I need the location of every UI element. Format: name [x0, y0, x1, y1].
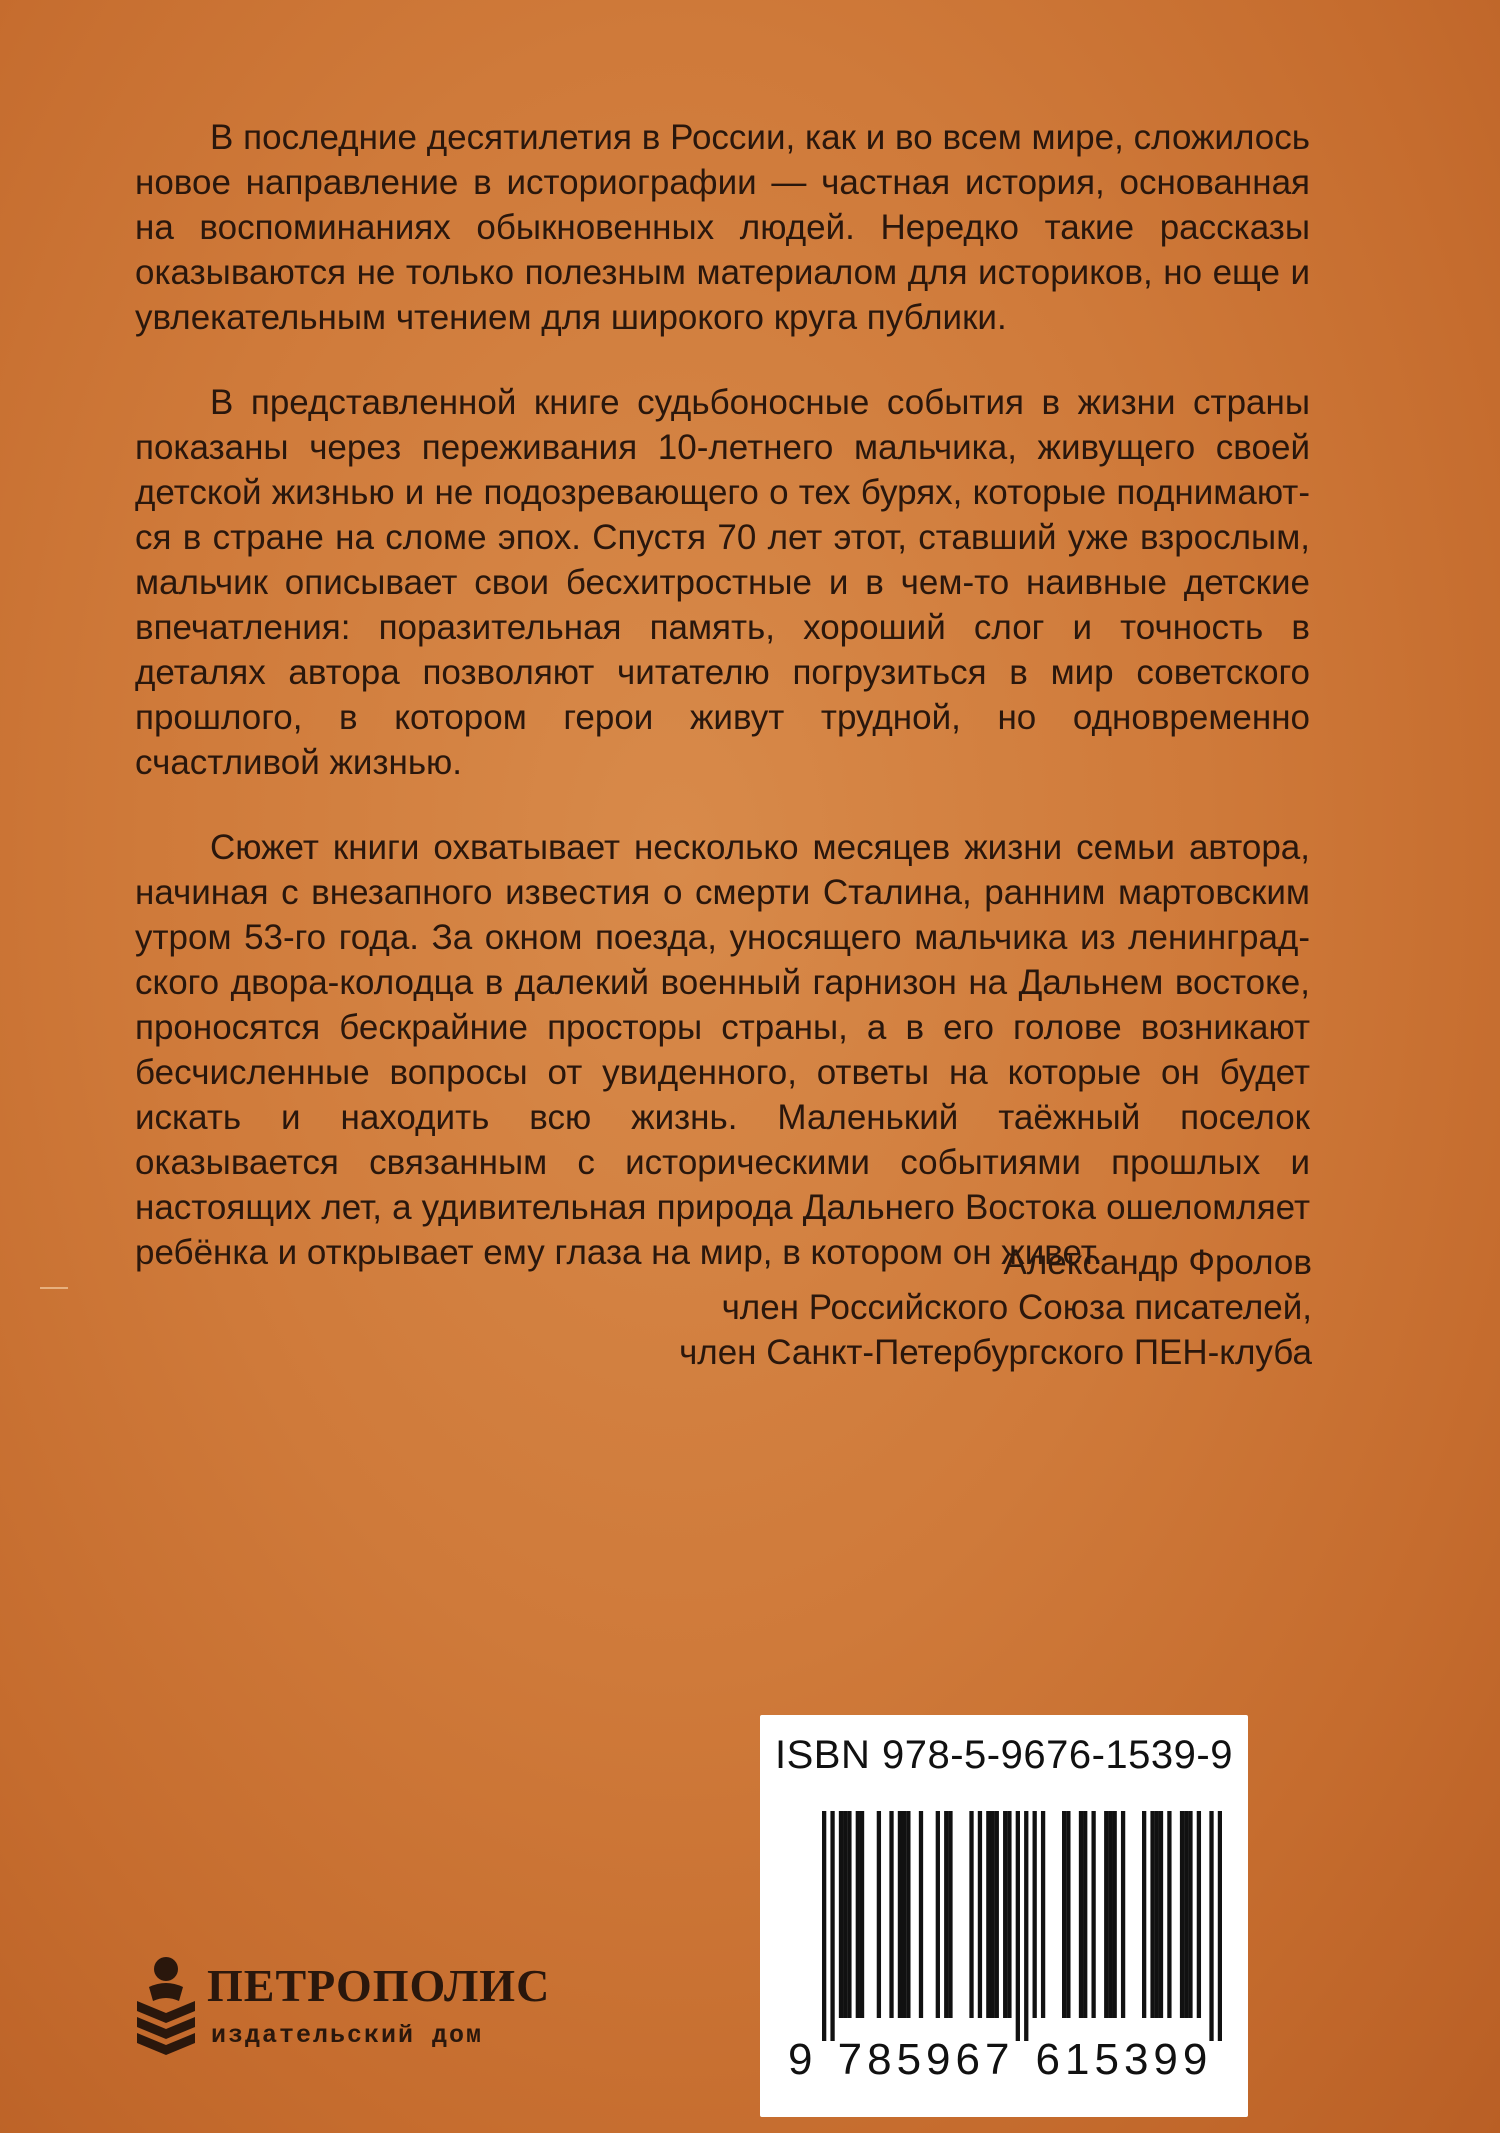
- barcode-digit: 1: [1065, 2035, 1090, 2084]
- description-text: [135, 115, 1310, 1275]
- barcode-bar: [1155, 1811, 1159, 2018]
- description-paragraph-3: Сюжет книги охватывает несколько месяцев жизни семьи автора, начиная с внезапного известия о смерти Сталина, ранним мартовским утром 53-го года. За окном поезда, уносящего мальчика из ленинградского двора-колодца в далекий военный гарнизон на Дальнем востоке, проносятся бескрайние просторы страны, а в его голове возникают бесчисленные вопросы от увиденного, ответы на которые он будет искать и находить всю жизнь. Маленький таёжный поселок оказывается связанным с историческими событиями прошлых и настоящих лет, а удивительная природа Дальнего Востока ошеломляет ребёнка и открывает ему глаза на мир, в котором он живет.: [135, 828, 1310, 1272]
- barcode-bar: [1033, 1811, 1037, 2018]
- publisher-subtitle: издательский дом: [211, 2021, 484, 2050]
- barcode-bar: [1209, 1811, 1213, 2041]
- barcode-bar: [995, 1811, 999, 2018]
- barcode-digit: 5: [896, 2035, 922, 2084]
- barcode-bar: [990, 1811, 994, 2018]
- barcode-bar: [919, 1811, 923, 2018]
- barcode-bar: [902, 1811, 906, 2018]
- barcode-bar: [898, 1811, 902, 2018]
- barcode-bar: [1113, 1811, 1117, 2018]
- barcode-bar: [936, 1811, 940, 2018]
- barcode-digit: 7: [837, 2035, 863, 2084]
- barcode-bar: [822, 1811, 826, 2041]
- isbn-label: ISBN 978-5-9676-1539-9: [775, 1733, 1233, 1777]
- barcode-digit: 6: [1035, 2035, 1060, 2084]
- barcode-bar: [1007, 1811, 1011, 2018]
- barcode-bar: [1079, 1811, 1083, 2018]
- signature-title-2: член Санкт-Петербургского ПЕН-клуба: [679, 1333, 1312, 1372]
- barcode-bar: [1083, 1811, 1087, 2018]
- barcode-bar: [1180, 1811, 1184, 2018]
- barcode-digit: 9: [788, 2035, 813, 2084]
- barcode-bar: [1024, 1811, 1028, 2041]
- barcode-bar: [1142, 1811, 1146, 2018]
- barcode-digit: 3: [1123, 2035, 1149, 2084]
- barcode-digit: 6: [955, 2035, 980, 2084]
- publisher-logo: [135, 1955, 555, 2065]
- barcode-bar: [944, 1811, 948, 2018]
- barcode-bar: [1150, 1811, 1154, 2018]
- barcode-bar: [906, 1811, 910, 2018]
- barcode-digit: 8: [867, 2035, 892, 2084]
- barcode-bar: [856, 1811, 860, 2018]
- publisher-name: ПЕТРОПОЛИС: [207, 1960, 551, 2011]
- barcode-bar: [1003, 1811, 1007, 2018]
- barcode-bar: [1167, 1811, 1171, 2018]
- barcode-bar: [1197, 1811, 1201, 2018]
- barcode-bar: [978, 1811, 982, 2018]
- barcode-bar: [948, 1811, 952, 2018]
- barcode-bar: [860, 1811, 864, 2018]
- review-signature: [679, 1240, 1312, 1375]
- barcode-bar: [889, 1811, 893, 2018]
- barcode-digit: 5: [1094, 2035, 1119, 2084]
- barcode-bar: [1041, 1811, 1045, 2018]
- edge-mark: [40, 1287, 68, 1289]
- barcode-bar: [1159, 1811, 1163, 2018]
- barcode-digit: 9: [1153, 2035, 1178, 2084]
- barcode-bar: [969, 1811, 973, 2018]
- description-paragraph-1: В последние десятилетия в России, как и во всем мире, сложилось новое направление в историографии — частная история, основанная на воспоминаниях обыкновенных людей. Нередко такие рассказы оказываются не только полезным материалом для историков, но еще и увлекательным чтением для широкого круга публики.: [135, 118, 1310, 337]
- barcode-bar: [1062, 1811, 1066, 2018]
- barcode-bar: [877, 1811, 881, 2018]
- barcode-digit: 9: [926, 2035, 951, 2084]
- barcode-bar: [1091, 1811, 1095, 2018]
- signature-title-1: член Российского Союза писателей,: [721, 1288, 1312, 1327]
- ean-digits: [760, 2035, 1248, 2095]
- barcode-bar: [843, 1811, 847, 2018]
- barcode-bar: [839, 1811, 843, 2018]
- isbn-barcode-box: [760, 1715, 1248, 2117]
- barcode-bar: [986, 1811, 990, 2018]
- barcode-bar: [1104, 1811, 1108, 2018]
- barcode-bar: [1016, 1811, 1020, 2041]
- barcode-bar: [847, 1811, 851, 2018]
- barcode-bar: [1108, 1811, 1112, 2018]
- description-paragraph-2: В представленной книге судьбоносные события в жизни страны показаны через переживания 10-летнего мальчика, живущего своей детской жизнью и не подозревающего о тех бурях, которые поднимаются в стране на сломе эпох. Спустя 70 лет этот, ставший уже взрослым, мальчик описывает свои бесхитростные и в чем-то наивные детские впечатления: поразительная память, хороший слог и точность в деталях автора позволяют читателю погрузиться в мир советского прошлого, в котором герои живут трудной, но одновременно счастливой жизнью.: [135, 383, 1310, 782]
- barcode-bar: [830, 1811, 834, 2041]
- barcode-bar: [1184, 1811, 1188, 2018]
- barcode-bar: [1066, 1811, 1070, 2018]
- ean-barcode: [822, 1811, 1222, 2041]
- book-reader-icon: [135, 1955, 197, 2055]
- barcode-bar: [1188, 1811, 1192, 2018]
- barcode-bar: [1121, 1811, 1125, 2018]
- barcode-digit: 9: [1182, 2035, 1208, 2084]
- barcode-bar: [1218, 1811, 1222, 2041]
- barcode-digit: 7: [985, 2035, 1010, 2084]
- signature-name: Александр Фролов: [1003, 1243, 1312, 1282]
